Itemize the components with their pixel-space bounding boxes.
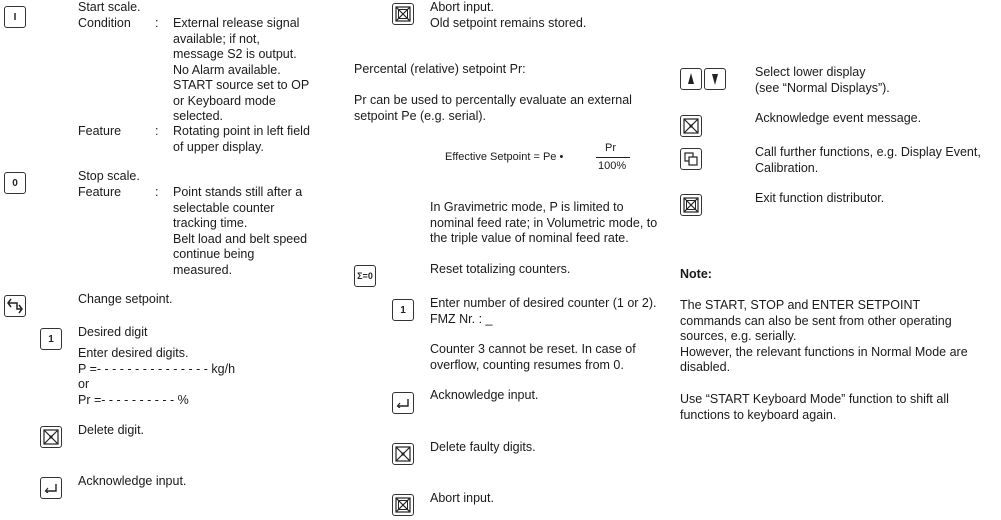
start-feature-text: Rotating point in left field of upper display. bbox=[173, 124, 310, 154]
formula-label: Effective Setpoint = Pe • bbox=[445, 151, 564, 163]
acknowledge-key[interactable] bbox=[40, 477, 62, 499]
enter-icon bbox=[44, 483, 58, 493]
change-setpoint-title: Change setpoint. bbox=[78, 292, 173, 306]
copy-icon bbox=[684, 152, 698, 166]
exit-distributor-text: Exit function distributor. bbox=[755, 191, 885, 205]
select-lower-left-key[interactable] bbox=[680, 68, 702, 90]
exit-distributor-key[interactable] bbox=[680, 194, 702, 216]
change-setpoint-key[interactable] bbox=[4, 295, 26, 317]
percental-title: Percental (relative) setpoint Pr: bbox=[354, 62, 526, 76]
stop-feature-text: Point stands still after a selectable counter tracking time. Belt load and belt speed continue being measured. bbox=[173, 185, 308, 277]
fraction-bar bbox=[596, 157, 630, 158]
further-functions-key[interactable] bbox=[680, 148, 702, 170]
delete-icon bbox=[43, 429, 59, 445]
counter-instructions: Enter number of desired counter (1 or 2). FMZ Nr. : _ bbox=[430, 296, 657, 326]
percental-description: Pr can be used to percentally evaluate an external setpoint Pe (e.g. serial). bbox=[354, 93, 632, 123]
abort-top-text: Abort input. Old setpoint remains stored. bbox=[430, 0, 587, 30]
counter-number-key[interactable]: 1 bbox=[392, 299, 414, 321]
start-condition-colon: : bbox=[155, 16, 159, 30]
delete-faulty-key[interactable] bbox=[392, 443, 414, 465]
stop-feature-colon: : bbox=[155, 185, 159, 199]
abort-icon bbox=[683, 197, 699, 213]
acknowledge-key-2[interactable] bbox=[392, 392, 414, 414]
note-paragraph-1: The START, STOP and ENTER SETPOINT commands can also be sent from other operating sources, e.g. serially. However, the relevant functions in Normal Mode are disabled. bbox=[680, 298, 968, 374]
start-feature-colon: : bbox=[155, 124, 159, 138]
digit-title: Desired digit bbox=[78, 325, 148, 339]
reset-counters-key[interactable]: Σ=0 bbox=[354, 265, 376, 287]
counter3-note: Counter 3 cannot be reset. In case of overflow, counting resumes from 0. bbox=[430, 342, 636, 372]
select-lower-right-key[interactable] bbox=[704, 68, 726, 90]
enter-icon bbox=[396, 398, 410, 408]
ack-event-text: Acknowledge event message. bbox=[755, 111, 922, 125]
note-title: Note: bbox=[680, 267, 712, 281]
formula-denominator: 100% bbox=[598, 160, 627, 172]
stop-key[interactable]: 0 bbox=[4, 172, 26, 194]
digit-key[interactable]: 1 bbox=[40, 328, 62, 350]
delete-digit-title: Delete digit. bbox=[78, 423, 145, 437]
delete-icon bbox=[683, 118, 699, 134]
start-key[interactable]: I bbox=[4, 6, 26, 28]
further-functions-text: Call further functions, e.g. Display Event, Calibration. bbox=[755, 145, 981, 175]
reset-counters-title: Reset totalizing counters. bbox=[430, 262, 571, 276]
setpoint-icon bbox=[7, 298, 23, 314]
abort-key-bottom[interactable] bbox=[392, 494, 414, 516]
stop-title: Stop scale. bbox=[78, 169, 140, 183]
acknowledge-title: Acknowledge input. bbox=[78, 474, 187, 488]
delete-digit-key[interactable] bbox=[40, 426, 62, 448]
note-paragraph-2: Use “START Keyboard Mode” function to shift all functions to keyboard again. bbox=[680, 392, 949, 422]
down-arrow-icon bbox=[710, 72, 720, 86]
up-arrow-icon bbox=[686, 72, 696, 86]
delete-icon bbox=[395, 446, 411, 462]
abort-bottom-title: Abort input. bbox=[430, 491, 494, 505]
stop-feature-label: Feature bbox=[78, 185, 122, 199]
abort-icon bbox=[395, 497, 411, 513]
gravimetric-note: In Gravimetric mode, P is limited to nominal feed rate; in Volumetric mode, to the triple value of nominal feed rate. bbox=[430, 200, 658, 245]
start-condition-text: External release signal available; if not, message S2 is output. No Alarm available. START source set to OP or Keyboard mode selected. bbox=[173, 16, 310, 123]
start-title: Start scale. bbox=[78, 0, 141, 14]
ack-event-key[interactable] bbox=[680, 115, 702, 137]
start-condition-label: Condition bbox=[78, 16, 131, 30]
abort-key-top[interactable] bbox=[392, 3, 414, 25]
select-lower-text: Select lower display (see “Normal Displays”). bbox=[755, 65, 890, 95]
formula-numerator: Pr bbox=[605, 142, 616, 154]
start-feature-label: Feature bbox=[78, 124, 122, 138]
acknowledge-title-2: Acknowledge input. bbox=[430, 388, 539, 402]
digit-instructions: Enter desired digits. P =- - - - - - - - - - - - - - - kg/h or Pr =- - - - - - - - - - % bbox=[78, 346, 236, 407]
abort-icon bbox=[395, 6, 411, 22]
delete-faulty-title: Delete faulty digits. bbox=[430, 440, 536, 454]
